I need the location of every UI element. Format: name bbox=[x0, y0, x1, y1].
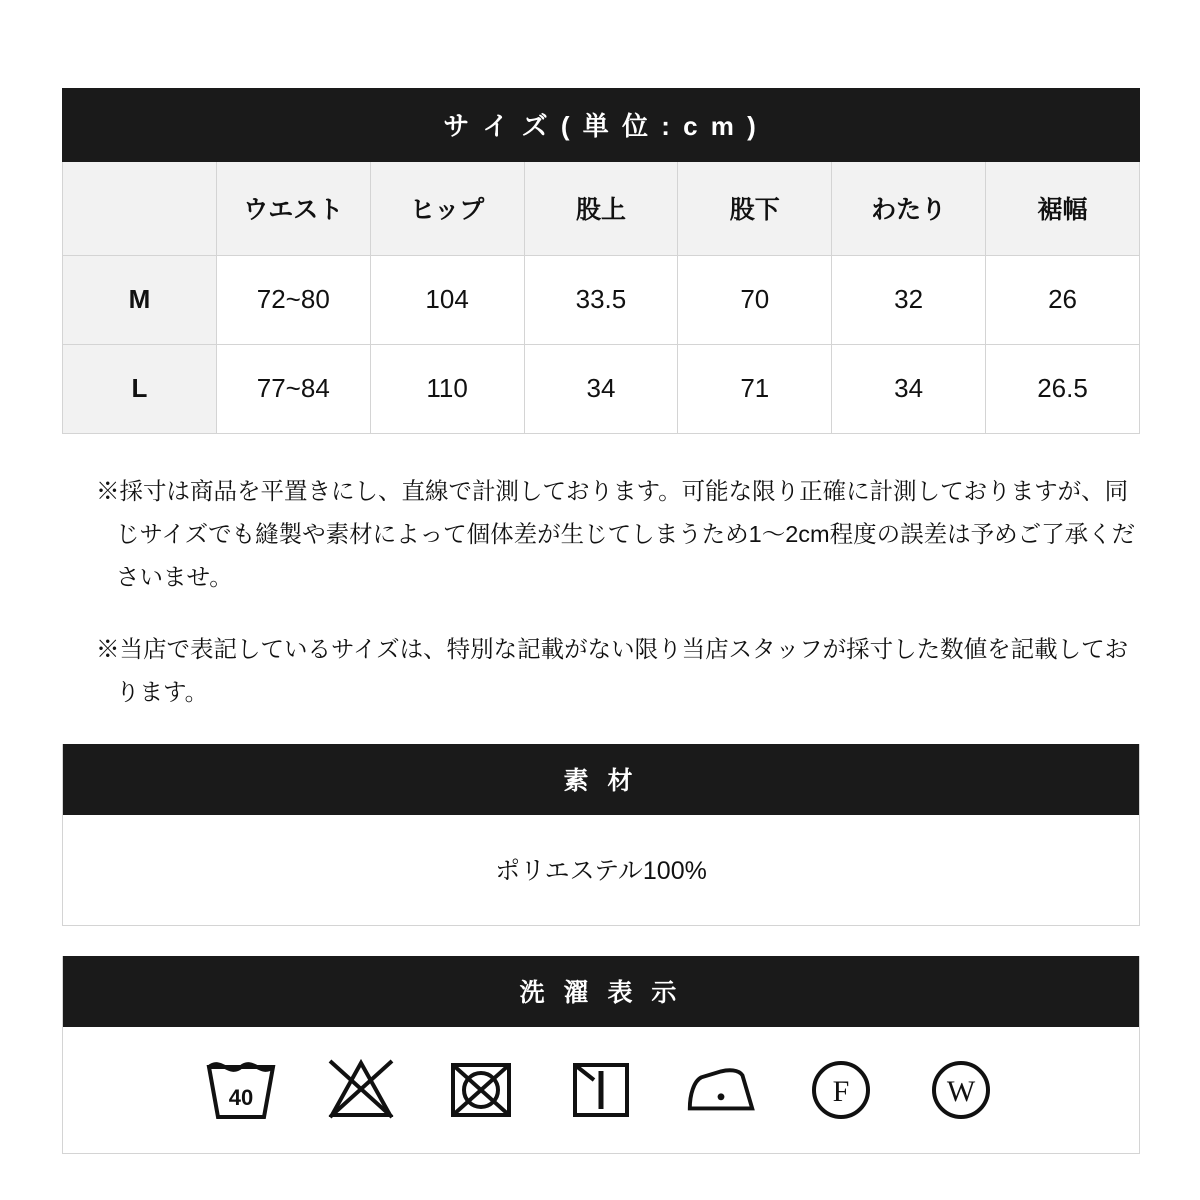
row-header-size-m: M bbox=[63, 256, 217, 345]
material-section-body: ポリエステル100% bbox=[63, 815, 1139, 925]
care-section-title: 洗 濯 表 示 bbox=[63, 956, 1139, 1027]
care-section-body bbox=[63, 1027, 1139, 1153]
size-table-header-row bbox=[63, 162, 1140, 256]
material-section-title: 素 材 bbox=[63, 744, 1139, 815]
product-spec-page bbox=[62, 0, 1140, 1154]
material-section bbox=[62, 744, 1140, 926]
wet-clean-w-icon bbox=[922, 1049, 1000, 1127]
column-header-waist: ウエスト bbox=[216, 162, 370, 256]
size-column-header bbox=[63, 162, 217, 256]
table-row bbox=[63, 256, 1140, 345]
cell-m-rise: 33.5 bbox=[524, 256, 678, 345]
cell-l-hip: 110 bbox=[370, 345, 524, 434]
column-header-hip: ヒップ bbox=[370, 162, 524, 256]
drip-dry-in-shade-icon bbox=[562, 1049, 640, 1127]
washing-machine-40-icon bbox=[202, 1049, 280, 1127]
svg-text:F: F bbox=[832, 1074, 850, 1108]
cell-m-thigh: 32 bbox=[832, 256, 986, 345]
do-not-tumble-dry-icon bbox=[442, 1049, 520, 1127]
size-table-title-row bbox=[63, 89, 1140, 162]
cell-m-hem: 26 bbox=[986, 256, 1140, 345]
dry-clean-f-icon bbox=[802, 1049, 880, 1127]
note-measurement: ※採寸は商品を平置きにし、直線で計測しております。可能な限り正確に計測しておりますが、同じサイズでも縫製や素材によって個体差が生じてしまうため1〜2cm程度の誤差は予めご了承くださいませ。 bbox=[96, 478, 1136, 590]
size-table bbox=[62, 88, 1140, 434]
cell-m-hip: 104 bbox=[370, 256, 524, 345]
column-header-rise: 股上 bbox=[524, 162, 678, 256]
note-staff-measured: ※当店で表記しているサイズは、特別な記載がない限り当店スタッフが採寸した数値を記載しております。 bbox=[96, 636, 1129, 706]
svg-text:W: W bbox=[946, 1074, 976, 1108]
column-header-inseam: 股下 bbox=[678, 162, 832, 256]
cell-l-rise: 34 bbox=[524, 345, 678, 434]
column-header-thigh: わたり bbox=[832, 162, 986, 256]
cell-m-inseam: 70 bbox=[678, 256, 832, 345]
table-row bbox=[63, 345, 1140, 434]
cell-m-waist: 72~80 bbox=[216, 256, 370, 345]
cell-l-waist: 77~84 bbox=[216, 345, 370, 434]
care-icon-list bbox=[63, 1049, 1139, 1127]
care-section bbox=[62, 956, 1140, 1154]
row-header-size-l: L bbox=[63, 345, 217, 434]
do-not-bleach-icon bbox=[322, 1049, 400, 1127]
measurement-notes bbox=[62, 470, 1140, 714]
size-table-title: サ イ ズ ( 単 位 : c m ) bbox=[63, 89, 1140, 162]
cell-l-thigh: 34 bbox=[832, 345, 986, 434]
iron-low-icon bbox=[682, 1049, 760, 1127]
column-header-hem: 裾幅 bbox=[986, 162, 1140, 256]
cell-l-hem: 26.5 bbox=[986, 345, 1140, 434]
cell-l-inseam: 71 bbox=[678, 345, 832, 434]
svg-text:40: 40 bbox=[228, 1084, 254, 1110]
